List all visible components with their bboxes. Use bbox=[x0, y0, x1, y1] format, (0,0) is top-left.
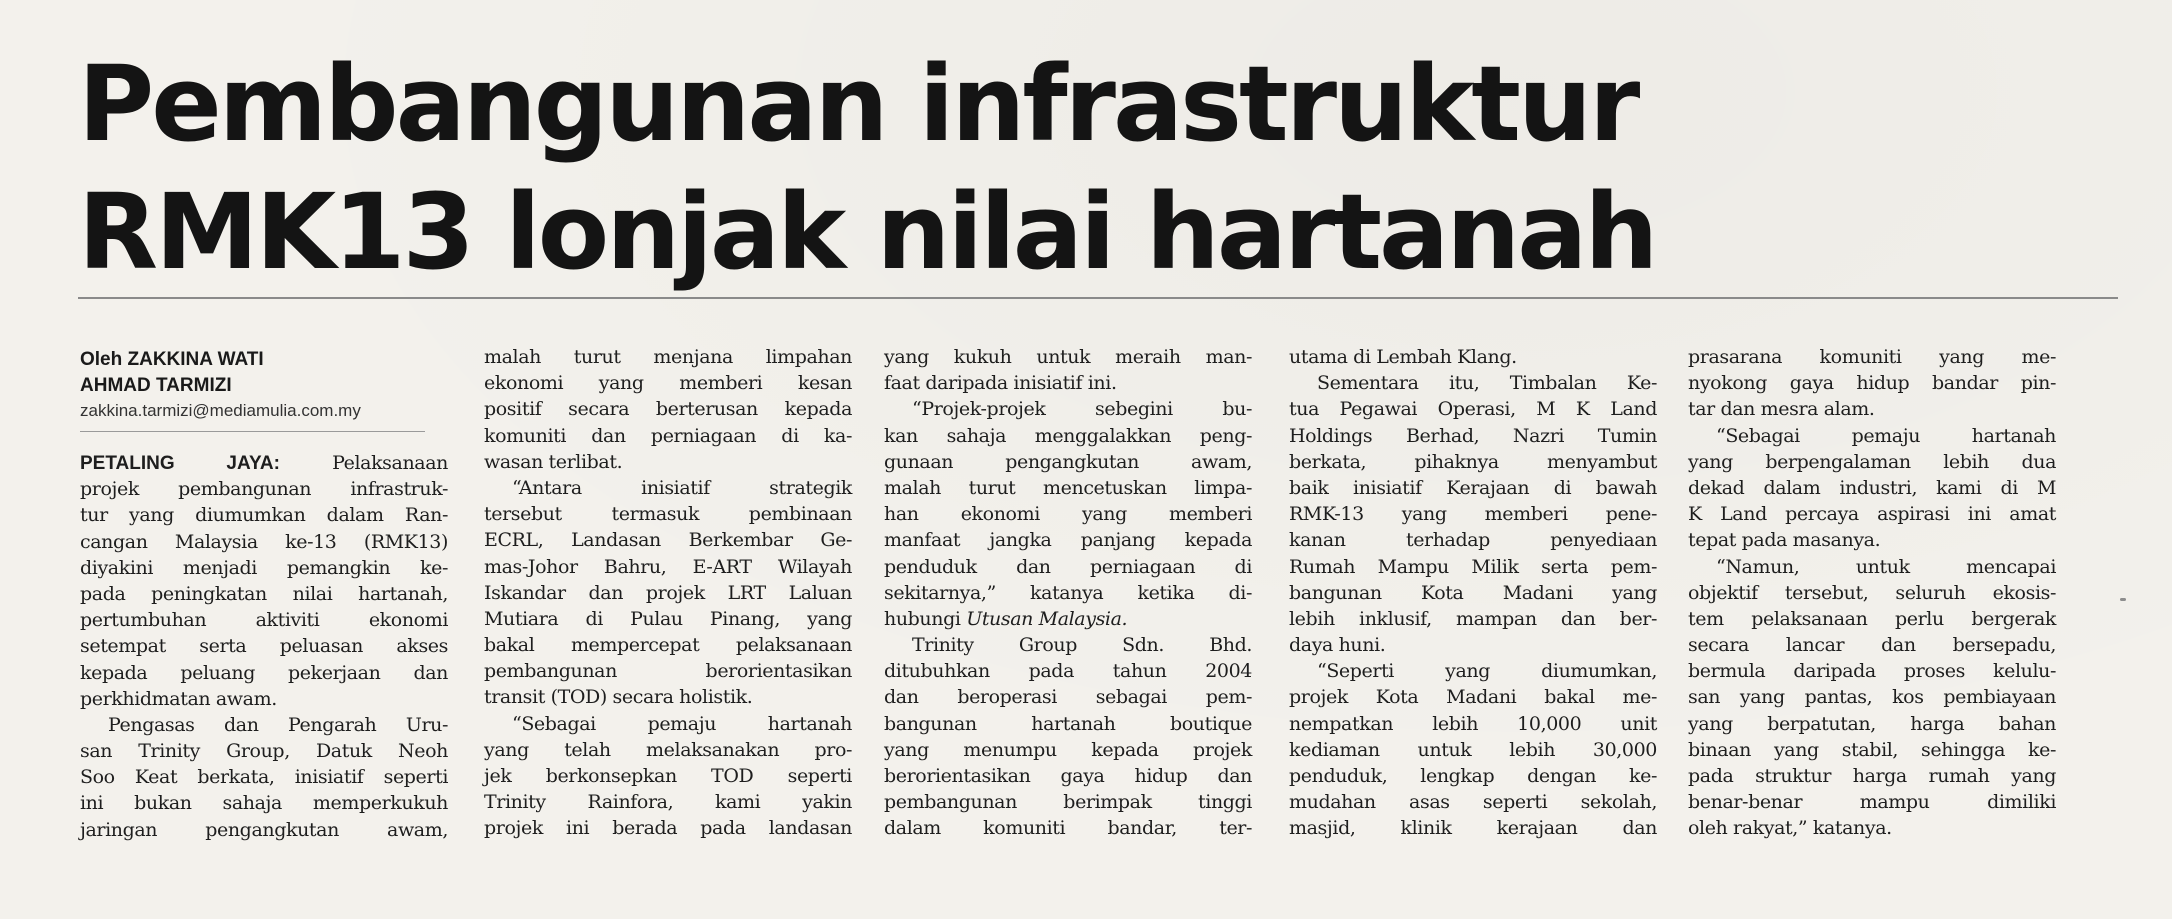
article-line: “Sebagai pemaju hartanah bbox=[1716, 424, 2056, 447]
article-line: masjid, klinik kerajaan dan bbox=[1289, 817, 1657, 840]
article-line: pertumbuhan aktiviti ekonomi bbox=[80, 609, 448, 632]
article-line: daya huni. bbox=[1289, 634, 1386, 657]
article-line: “Sebagai pemaju hartanah bbox=[512, 712, 852, 735]
article-line: yang berpatutan, harga bahan bbox=[1688, 712, 2056, 735]
article-line: kanan terhadap penyediaan bbox=[1289, 529, 1657, 552]
article-line: ECRL, Landasan Berkembar Ge- bbox=[484, 529, 852, 552]
article-line: pembangunan berimpak tinggi bbox=[884, 791, 1252, 814]
headline-divider bbox=[78, 297, 2118, 299]
article-line: RMK-13 yang memberi pene- bbox=[1289, 503, 1657, 526]
article-line: utama di Lembah Klang. bbox=[1289, 346, 1517, 368]
article-line: mas-Johor Bahru, E-ART Wilayah bbox=[484, 555, 852, 578]
article-line: projek Kota Madani bakal me- bbox=[1289, 686, 1657, 709]
article-line: dekad dalam industri, kami di M bbox=[1688, 476, 2056, 499]
article-line: berorientasikan gaya hidup dan bbox=[884, 765, 1252, 787]
article-line: tersebut termasuk pembinaan bbox=[484, 503, 852, 526]
article-column-3 bbox=[884, 344, 1252, 842]
article-line-text: Pelaksanaan bbox=[279, 452, 448, 474]
article-line: Sementara itu, Timbalan Ke- bbox=[1317, 372, 1657, 395]
article-line: bangunan Kota Madani yang bbox=[1289, 581, 1657, 604]
article-line: Pengasas dan Pengarah Uru- bbox=[108, 713, 448, 736]
article-line: komuniti dan perniagaan di ka- bbox=[484, 424, 852, 447]
article-line: bakal mempercepat pelaksanaan bbox=[484, 634, 852, 657]
article-line: objektif tersebut, seluruh ekosis- bbox=[1688, 581, 2056, 604]
article-line: yang menumpu kepada projek bbox=[884, 738, 1252, 761]
article-line: “Antara inisiatif strategik bbox=[512, 476, 852, 499]
article-line: kepada peluang pekerjaan dan bbox=[80, 661, 448, 684]
print-speck bbox=[2120, 598, 2126, 601]
article-line: dan beroperasi sebagai pem- bbox=[884, 686, 1252, 709]
article-line: bangunan hartanah boutique bbox=[884, 712, 1252, 735]
article-line: penduduk dan perniagaan di bbox=[884, 555, 1252, 578]
byline-author-line-1: Oleh ZAKKINA WATI bbox=[80, 349, 264, 370]
source-credit: Utusan Malaysia. bbox=[966, 607, 1128, 630]
article-line: transit (TOD) secara holistik. bbox=[484, 686, 753, 709]
article-line: dalam komuniti bandar, ter- bbox=[884, 817, 1252, 840]
article-line: ini bukan sahaja memperkukuh bbox=[80, 792, 448, 815]
article-line: ditubuhkan pada tahun 2004 bbox=[884, 660, 1252, 683]
article-line: Mutiara di Pulau Pinang, yang bbox=[484, 607, 852, 630]
article-line: diyakini menjadi pemangkin ke- bbox=[80, 556, 448, 579]
article-line: Trinity Group Sdn. Bhd. bbox=[912, 634, 1252, 657]
article-line: baik inisiatif Kerajaan di bawah bbox=[1289, 476, 1657, 499]
article-line: malah turut menjana limpahan bbox=[484, 346, 852, 368]
article-line: san Trinity Group, Datuk Neoh bbox=[80, 740, 448, 763]
article-line: tar dan mesra alam. bbox=[1688, 398, 1875, 421]
article-line: sekitarnya,” katanya ketika di- bbox=[884, 581, 1252, 604]
article-line: kan sahaja menggalakkan peng- bbox=[884, 424, 1252, 447]
byline-author-line-2: AHMAD TARMIZI bbox=[80, 375, 232, 396]
article-line: “Projek-projek sebegini bu- bbox=[912, 398, 1252, 421]
article-line: jaringan pengangkutan awam, bbox=[80, 818, 448, 841]
article-line: pada peningkatan nilai hartanah, bbox=[80, 582, 448, 605]
article-line: mudahan asas seperti sekolah, bbox=[1289, 791, 1657, 814]
article-line: malah turut mencetuskan limpa- bbox=[884, 476, 1252, 499]
article-line: pembangunan berorientasikan bbox=[484, 660, 852, 683]
article-line: setempat serta peluasan akses bbox=[80, 635, 448, 658]
article-line: perkhidmatan awam. bbox=[80, 687, 277, 710]
article-line: projek pembangunan infrastruk- bbox=[80, 478, 448, 501]
article-line: tua Pegawai Operasi, M K Land bbox=[1289, 398, 1657, 421]
article-column-4 bbox=[1289, 344, 1657, 842]
article-line: oleh rakyat,” katanya. bbox=[1688, 817, 1892, 840]
article-line: Iskandar dan projek LRT Laluan bbox=[484, 581, 852, 604]
byline-email: zakkina.tarmizi@mediamulia.com.my bbox=[80, 401, 361, 420]
headline-line-2: RMK13 lonjak nilai hartanah bbox=[78, 171, 1656, 293]
article-line: K Land percaya aspirasi ini amat bbox=[1688, 503, 2056, 526]
article-line: wasan terlibat. bbox=[484, 450, 623, 473]
article-line: tepat pada masanya. bbox=[1688, 529, 1881, 552]
article-line: lebih inklusif, mampan dan ber- bbox=[1289, 607, 1657, 630]
article-line: positif secara berterusan kepada bbox=[484, 398, 852, 421]
byline-divider bbox=[80, 431, 425, 432]
article-line: yang kukuh untuk meraih man- bbox=[884, 346, 1252, 368]
article-line: nyokong gaya hidup bandar pin- bbox=[1688, 372, 2056, 395]
bleed-through-text bbox=[1645, 40, 2125, 280]
article-line: Soo Keat berkata, inisiatif seperti bbox=[80, 766, 448, 789]
article-line: prasarana komuniti yang me- bbox=[1688, 346, 2056, 368]
article-line: “Seperti yang diumumkan, bbox=[1317, 660, 1657, 683]
article-line: manfaat jangka panjang kepada bbox=[884, 529, 1252, 552]
article-line: bermula daripada proses kelulu- bbox=[1688, 660, 2056, 683]
article-line: cangan Malaysia ke-13 (RMK13) bbox=[80, 530, 448, 553]
article-line: faat daripada inisiatif ini. bbox=[884, 372, 1117, 395]
article-line: penduduk, lengkap dengan ke- bbox=[1289, 765, 1657, 787]
dateline: PETALING JAYA: bbox=[80, 453, 280, 474]
article-column-1 bbox=[80, 450, 448, 843]
article-line: yang berpengalaman lebih dua bbox=[1688, 450, 2056, 473]
article-line: nempatkan lebih 10,000 unit bbox=[1289, 712, 1657, 735]
byline bbox=[80, 347, 430, 423]
article-line: han ekonomi yang memberi bbox=[884, 503, 1252, 526]
article-line: “Namun, untuk mencapai bbox=[1716, 555, 2056, 578]
article-line: binaan yang stabil, sehingga ke- bbox=[1688, 738, 2056, 761]
article-line: yang telah melaksanakan pro- bbox=[484, 738, 852, 761]
article-line: kediaman untuk lebih 30,000 bbox=[1289, 738, 1657, 761]
article-line: pada struktur harga rumah yang bbox=[1688, 765, 2056, 787]
article-line: Trinity Rainfora, kami yakin bbox=[484, 791, 852, 814]
headline bbox=[78, 40, 1678, 296]
article-column-2 bbox=[484, 344, 852, 842]
article-line: secara lancar dan bersepadu, bbox=[1688, 634, 2056, 657]
article-line bbox=[80, 450, 448, 476]
article-line bbox=[884, 606, 1252, 632]
article-line: tem pelaksanaan perlu bergerak bbox=[1688, 607, 2056, 630]
article-line: Rumah Mampu Milik serta pem- bbox=[1289, 555, 1657, 578]
article-line: gunaan pengangkutan awam, bbox=[884, 450, 1252, 473]
article-line: san yang pantas, kos pembiayaan bbox=[1688, 686, 2056, 709]
article-line: ekonomi yang memberi kesan bbox=[484, 372, 852, 395]
article-line: Holdings Berhad, Nazri Tumin bbox=[1289, 424, 1657, 447]
article-line: jek berkonsepkan TOD seperti bbox=[484, 765, 852, 787]
article-line: berkata, pihaknya menyambut bbox=[1289, 450, 1657, 473]
article-line-text: hubungi bbox=[884, 607, 967, 630]
article-line: tur yang diumumkan dalam Ran- bbox=[80, 504, 448, 527]
article-line: benar-benar mampu dimiliki bbox=[1688, 791, 2056, 814]
article-column-5 bbox=[1688, 344, 2056, 842]
headline-line-1: Pembangunan infrastruktur bbox=[78, 43, 1638, 165]
article-line: projek ini berada pada landasan bbox=[484, 817, 852, 840]
